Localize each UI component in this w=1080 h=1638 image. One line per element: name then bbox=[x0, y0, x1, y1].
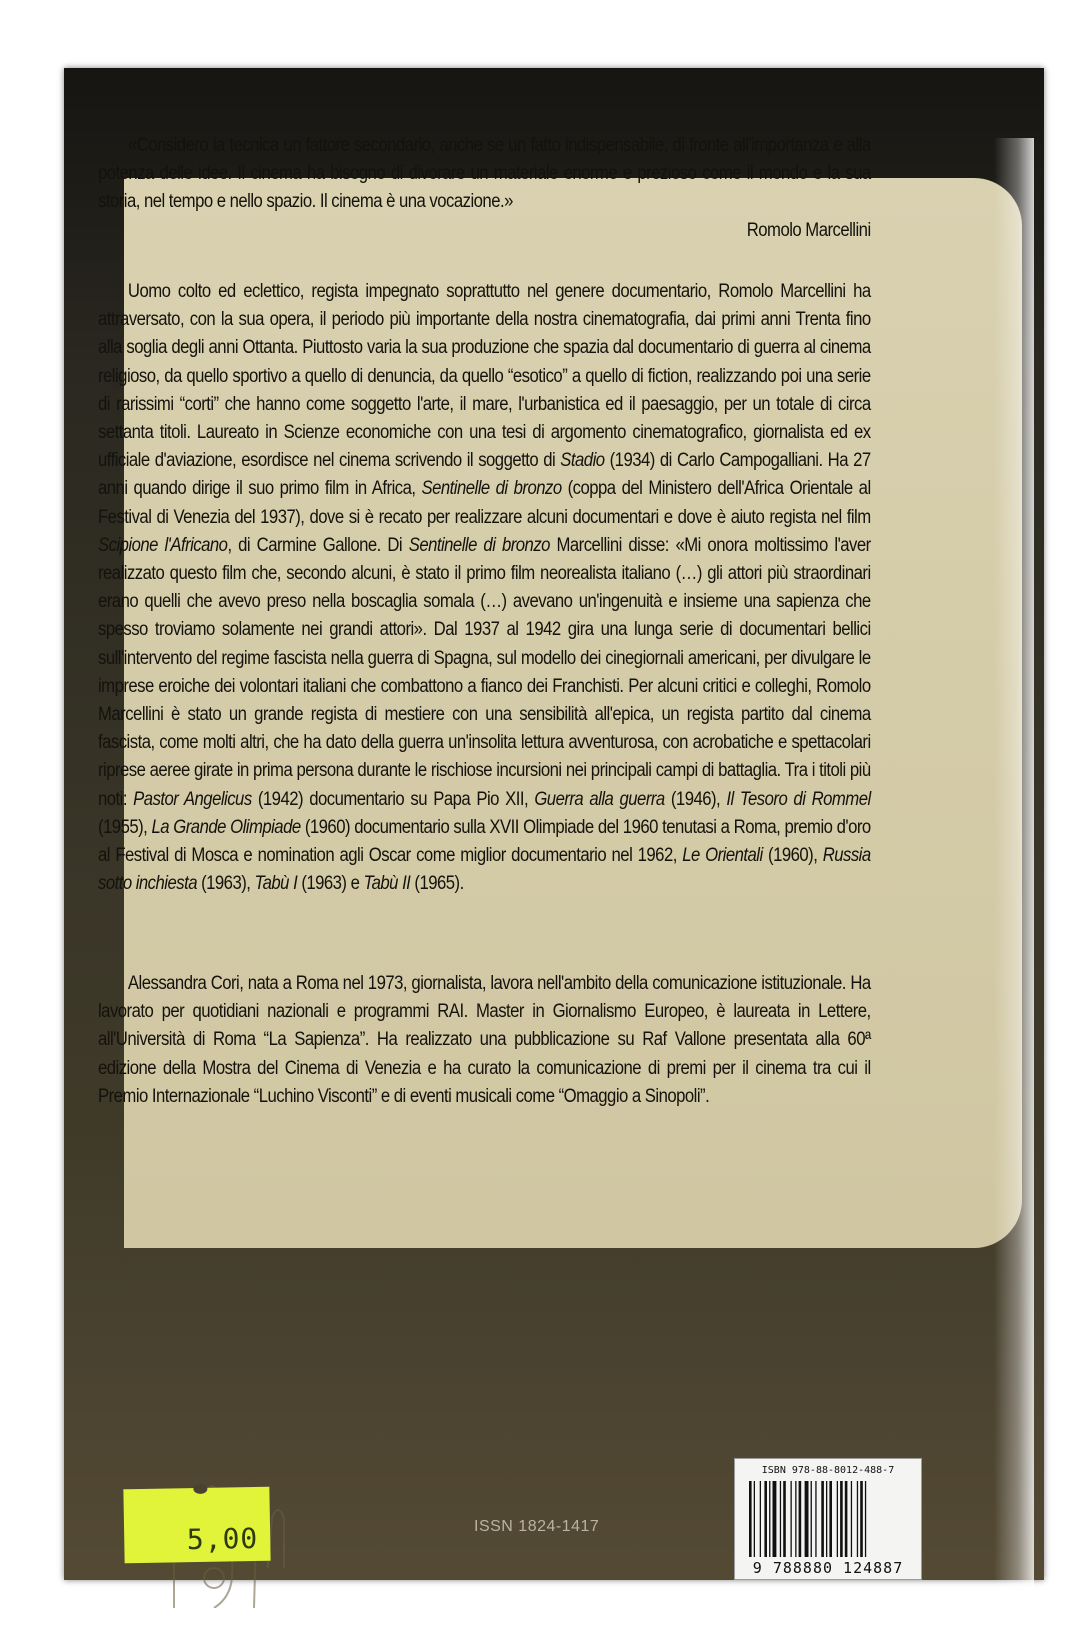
film-title: Il Tesoro di Rommel bbox=[726, 788, 871, 810]
barcode-bar bbox=[829, 1481, 832, 1557]
quote-block bbox=[98, 132, 871, 245]
barcode-bar bbox=[795, 1481, 796, 1557]
author-bio-text: Alessandra Cori, nata a Roma nel 1973, giornalista, lavora nell'ambito della comunicazione istituzionale. Ha lavorato per quotidiani nazionali e programmi RAI. Master in Giornalismo Europeo, è laureata in Lettere, all'Università di Roma “La Sapienza”. Ha realizzato una pubblicazione su Raf Vallone presentata alla 60ª edizione della Mostra del Cinema di Venezia e ha curato la comunicazione di premi per il cinema tra cui il Premio Internazionale “Luchino Visconti” e di eventi musicali come “Omaggio a Sinopoli”. bbox=[98, 973, 871, 1107]
film-title: Scipione l'Africano bbox=[98, 534, 228, 556]
barcode-bar bbox=[857, 1481, 858, 1557]
barcode-bar bbox=[764, 1481, 767, 1557]
film-title: Sentinelle di bronzo bbox=[408, 534, 550, 556]
film-title: Pastor Angelicus bbox=[133, 788, 252, 810]
film-title: Guerra alla guerra bbox=[534, 788, 665, 810]
plastic-wrap-glare bbox=[994, 138, 1034, 1638]
barcode-bar bbox=[749, 1481, 752, 1557]
barcode-bar bbox=[769, 1481, 770, 1557]
price-value: 5,00 bbox=[186, 1521, 259, 1557]
price-sticker bbox=[123, 1487, 270, 1564]
barcode-bar bbox=[780, 1481, 781, 1557]
barcode-bar bbox=[826, 1481, 827, 1557]
barcode-bar bbox=[783, 1481, 786, 1557]
isbn-text: ISBN 978-88-8012-488-7 bbox=[761, 1465, 895, 1476]
quote-author: Romolo Marcellini bbox=[746, 219, 871, 241]
film-title: Russia sotto inchiesta bbox=[98, 845, 871, 895]
isbn-barcode bbox=[734, 1458, 922, 1580]
barcode-bar bbox=[821, 1481, 824, 1557]
barcode-bar bbox=[845, 1481, 848, 1557]
issn-label: ISSN 1824-1417 bbox=[474, 1518, 600, 1535]
film-title: Stadio bbox=[560, 450, 605, 472]
film-title: La Grande Olimpiade bbox=[151, 816, 301, 838]
barcode-bar bbox=[811, 1481, 812, 1557]
barcode-bar bbox=[860, 1481, 863, 1557]
film-title: Tabù II bbox=[363, 873, 411, 895]
barcode-bar bbox=[760, 1481, 761, 1557]
film-title: Le Orientali bbox=[682, 845, 763, 867]
quote-text: «Considero la tecnica un fattore secondario, anche se un fatto indispensabile, di fronte all'importanza e alla potenza delle idee. Il cinema ha bisogno di divorare un materiale enorme e prezioso come il mondo e la sua storia, nel tempo e nello spazio. Il cinema è una vocazione.» bbox=[98, 135, 871, 213]
barcode-bar bbox=[791, 1481, 792, 1557]
barcode-bar bbox=[837, 1481, 838, 1557]
barcode-bars-icon bbox=[747, 1481, 909, 1557]
barcode-bar bbox=[805, 1481, 809, 1557]
film-title: Tabù I bbox=[254, 873, 298, 895]
barcode-bar bbox=[799, 1481, 802, 1557]
barcode-bar bbox=[773, 1481, 777, 1557]
barcode-bar bbox=[815, 1481, 816, 1557]
barcode-digits: 9 788880 124887 bbox=[752, 1559, 904, 1577]
author-bio-block bbox=[98, 970, 871, 1111]
biography-block bbox=[98, 278, 871, 898]
barcode-bar bbox=[851, 1481, 852, 1557]
biography-paragraph: Uomo colto ed eclettico, regista impegnato soprattutto nel genere documentario, Romolo Marcellini ha attraversato, con la sua opera, il periodo più importante della nostra cinematografia, dai primi anni Trenta fino alla soglia degli anni Ottanta. Piuttosto varia la sua produzione che spazia dal documentario di guerra al cinema religioso, da quello sportivo a quello di denuncia, da quello “esotico” a quello di fiction, realizzando poi una serie di rarissimi “corti” che hanno come soggetto l'arte, il mare, l'urbanistica ed il paesaggio, per un totale di circa settanta titoli. Laureato in Scienze economiche con una tesi di argomento cinematografico, giornalista ed ex ufficiale d'aviazione, esordisce nel cinema scrivendo il soggetto di Stadio (1934) di Carlo Campogalliani. Ha 27 anni quando dirige il suo primo film in Africa, Sentinelle di bronzo (coppa del Ministero dell'Africa Orientale al Festival di Venezia del 1937), dove si è recato per realizzare alcuni documentari e dove è aiuto regista nel film Scipione l'Africano, di Carmine Gallone. Di Sentinelle di bronzo Marcellini disse: «Mi onora moltissimo l'aver realizzato questo film che, secondo alcuni, è stato il primo film neorealista italiano (…) gli attori più straordinari erano quelli che avevo preso nella boscaglia somala (…) avevano un'ingenuità e insieme una sapienza che spesso troviamo solamente nei grandi attori». Dal 1937 al 1942 gira una lunga serie di documentari bellici sull'intervento del regime fascista nella guerra di Spagna, sul modello dei cinegiornali americani, per divulgare le imprese eroiche dei volontari italiani che combattono a fianco dei Franchisti. Per alcuni critici e colleghi, Romolo Marcellini è stato un grande regista di mestiere con una sensibilità all'epica, un regista partito dal cinema fascista, come molti altri, che ha dato della guerra un'insolita lettura avventurosa, con acrobatiche e spettacolari riprese aeree girate in prima persona durante le rischiose incursioni nei principali campi di battaglia. Tra i titoli più noti: Pastor Angelicus (1942) documentario su Papa Pio XII, Guerra alla guerra (1946), Il Tesoro di Rommel (1955), La Grande Olimpiade (1960) documentario sulla XVII Olimpiade del 1960 tenutasi a Roma, premio d'oro al Festival di Mosca e nomination agli Oscar come miglior documentario nel 1962, Le Orientali (1960), Russia sotto inchiesta (1963), Tabù I (1963) e Tabù II (1965). bbox=[98, 281, 871, 895]
barcode-bar bbox=[754, 1481, 755, 1557]
barcode-bar bbox=[840, 1481, 843, 1557]
film-title: Sentinelle di bronzo bbox=[421, 478, 562, 500]
barcode-bar bbox=[865, 1481, 866, 1557]
